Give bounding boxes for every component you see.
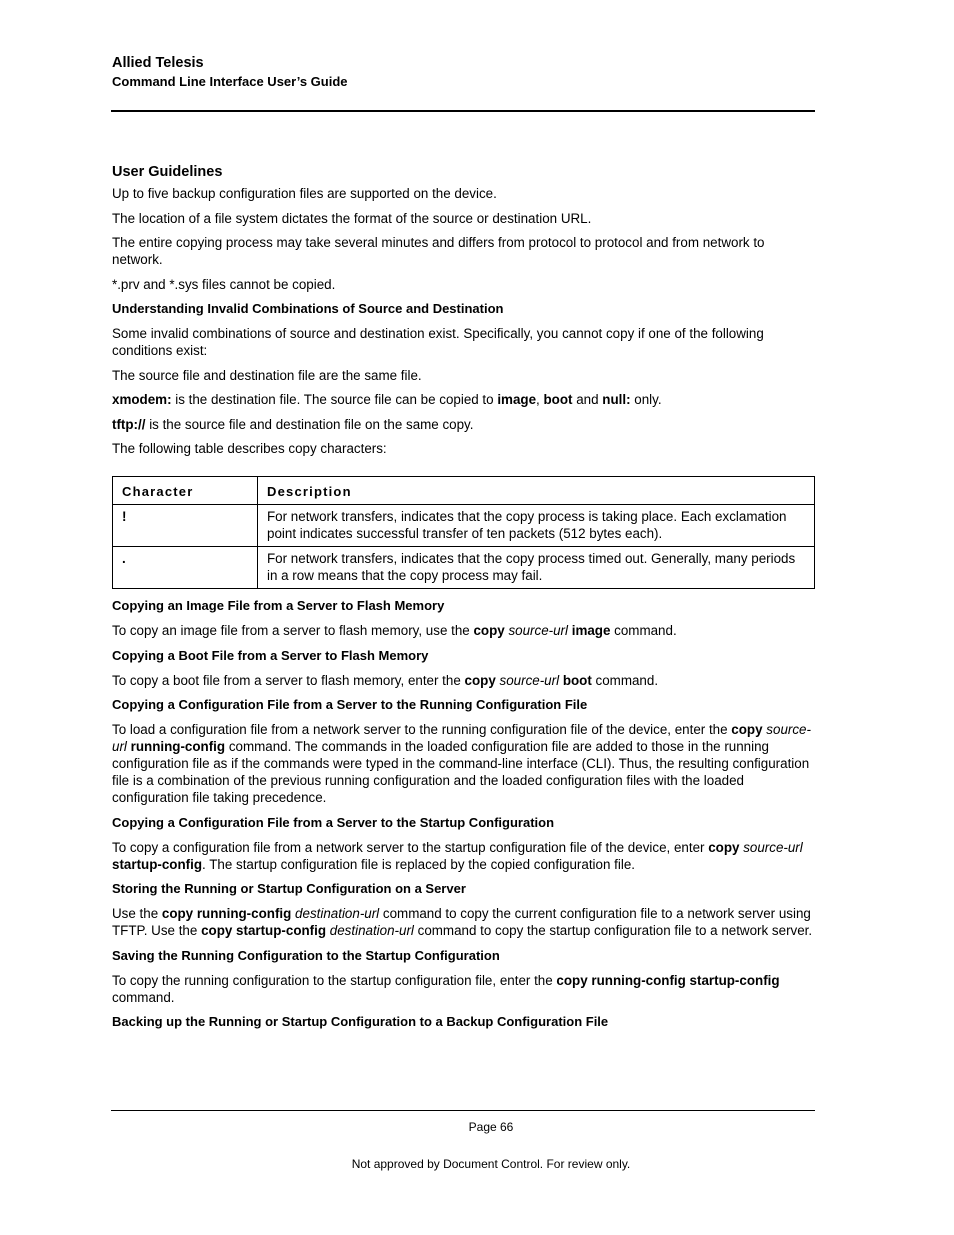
keyword: copy running-config (161, 906, 292, 921)
text: command to copy the startup configuration file to a network server. (413, 923, 813, 938)
page-content (112, 163, 814, 1038)
keyword: copy startup-config (201, 923, 327, 938)
paragraph: The entire copying process may take several minutes and differs from protocol to protocol and from network to network. (112, 235, 765, 267)
text: To copy a boot file from a server to flash memory, enter the (112, 672, 465, 688)
startup-copy-paragraph (112, 839, 814, 873)
keyword: copy (731, 722, 763, 737)
table-row (113, 547, 815, 589)
section-heading: User Guidelines (112, 164, 223, 180)
boot-copy-paragraph (112, 672, 814, 689)
parameter: source-url (743, 839, 803, 855)
storing-paragraph (112, 905, 814, 939)
character-cell: . (113, 547, 258, 589)
text: Use the (112, 906, 162, 921)
paragraph: The following table describes copy characters: (112, 441, 387, 456)
paragraph: The location of a file system dictates the format of the source or destination URL. (112, 210, 592, 226)
parameter: source-url (508, 623, 568, 638)
keyword: tftp:// (112, 416, 146, 432)
keyword: boot (543, 392, 573, 407)
text: To copy the running configuration to the startup configuration file, enter the (112, 972, 557, 988)
text: , (536, 392, 544, 407)
text: command. (610, 623, 677, 638)
column-header-description: Description (258, 477, 815, 505)
subheading-backing: Backing up the Running or Startup Configuration to a Backup Configuration File (112, 1014, 609, 1029)
keyword: copy (473, 623, 505, 638)
subheading-running-copy: Copying a Configuration File from a Server to the Running Configuration File (112, 697, 588, 712)
column-header-character: Character (113, 477, 258, 505)
text: is the source file and destination file on the same copy. (145, 416, 474, 432)
keyword: copy (464, 672, 496, 688)
page-number: Page 66 (468, 1120, 514, 1134)
subheading-image-copy: Copying an Image File from a Server to Flash Memory (112, 598, 445, 613)
paragraph: Some invalid combinations of source and destination exist. Specifically, you cannot copy if one of the following conditions exist: (112, 326, 764, 358)
subheading-startup-copy: Copying a Configuration File from a Server to the Startup Configuration (112, 814, 555, 830)
xmodem-paragraph (112, 391, 814, 408)
keyword: null: (602, 392, 631, 407)
description-cell: For network transfers, indicates that the copy process timed out. Generally, many periods in a row means that the copy process may fail. (258, 547, 815, 589)
parameter: destination-url (295, 906, 380, 921)
text: only. (630, 392, 662, 407)
text: command. (591, 672, 659, 688)
text: is the destination file. The source file can be copied to (171, 392, 498, 407)
character-cell: ! (113, 505, 258, 547)
paragraph: *.prv and *.sys files cannot be copied. (112, 276, 336, 292)
header-rule (111, 110, 815, 112)
text: and (572, 392, 603, 407)
review-notice: Not approved by Document Control. For review only. (351, 1157, 631, 1171)
keyword: image (571, 623, 611, 638)
text: command. The commands in the loaded configuration file are added to those in the running configuration file as if the commands were typed in the command-line interface (CLI). Thus, the resulting configuration file is a combination of the previous running configuration and the loaded configuration files with the loaded configuration file taking precedence. (112, 739, 810, 805)
text: To copy a configuration file from a network server to the startup configuration file of the device, enter (112, 839, 709, 855)
text: command. (112, 989, 175, 1005)
running-copy-paragraph (112, 721, 814, 806)
keyword: running-config (130, 739, 226, 754)
subheading-saving: Saving the Running Configuration to the Startup Configuration (112, 947, 500, 963)
subheading-invalid-combinations: Understanding Invalid Combinations of Source and Destination (112, 301, 504, 316)
image-copy-paragraph (112, 622, 814, 639)
tftp-paragraph (112, 416, 814, 433)
paragraph: The source file and destination file are the same file. (112, 367, 422, 383)
keyword: image (497, 392, 537, 407)
keyword: xmodem: (112, 392, 172, 407)
text: To load a configuration file from a network server to the running configuration file of the device, enter the (112, 722, 732, 737)
description-cell: For network transfers, indicates that the copy process is taking place. Each exclamation point indicates successful transfer of ten packets (512 bytes each). (258, 505, 815, 547)
paragraph: Up to five backup configuration files are supported on the device. (112, 186, 497, 201)
page-header (112, 55, 348, 90)
subheading-boot-copy: Copying a Boot File from a Server to Flash Memory (112, 647, 429, 663)
table-row (113, 505, 815, 547)
parameter: destination-url (329, 923, 414, 938)
keyword: copy running-config startup-config (556, 972, 780, 988)
company-name: Allied Telesis (112, 55, 204, 71)
text: . The startup configuration file is replaced by the copied configuration file. (202, 856, 635, 872)
copy-characters-table (112, 476, 815, 589)
keyword: copy (708, 839, 740, 855)
subheading-storing: Storing the Running or Startup Configuration on a Server (112, 881, 466, 896)
keyword: boot (562, 672, 592, 688)
guide-title: Command Line Interface User’s Guide (112, 74, 348, 89)
footer-rule (111, 1110, 815, 1111)
parameter: source-url (112, 722, 811, 754)
table-header-row (113, 477, 815, 505)
keyword: startup-config (112, 856, 203, 872)
saving-paragraph (112, 972, 814, 1006)
parameter: source-url (499, 672, 560, 688)
text: command to copy the current configuration file to a network server using TFTP. Use the (112, 906, 811, 938)
text: To copy an image file from a server to flash memory, use the (112, 623, 474, 638)
